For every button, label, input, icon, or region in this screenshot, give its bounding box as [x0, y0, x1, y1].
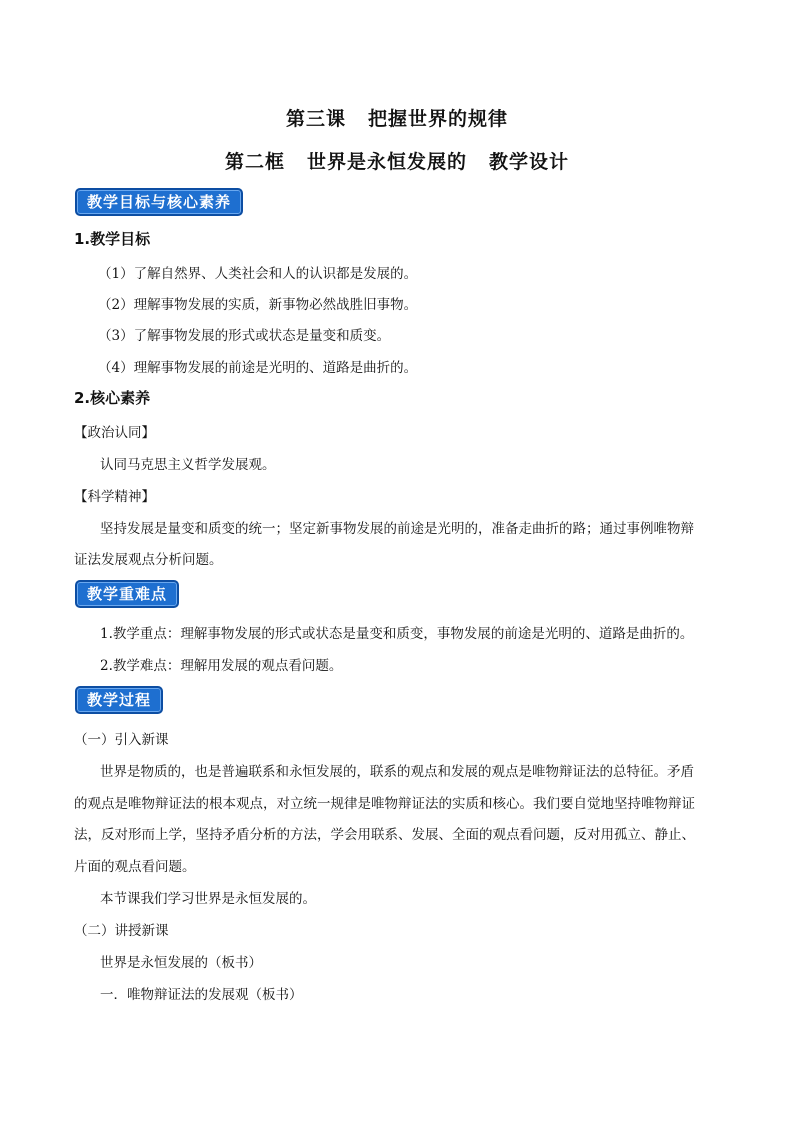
lesson-number: 第三课	[285, 108, 346, 130]
difficult-point: 2.教学难点：理解用发展的观点看问题。	[100, 658, 343, 674]
heading-core-literacy: 2.核心素养	[74, 389, 151, 407]
intro-paragraph-line-1: 世界是物质的，也是普遍联系和永恒发展的，联系的观点和发展的观点是唯物辩证法的总特征。矛盾	[100, 764, 694, 780]
part-new-lesson: （二）讲授新课	[74, 923, 169, 939]
banner-goals: 教学目标与核心素养	[75, 188, 243, 216]
banner-process: 教学过程	[75, 686, 163, 714]
goal-item-2: （2）理解事物发展的实质，新事物必然战胜旧事物。	[98, 297, 418, 313]
intro-paragraph-line-4: 片面的观点看问题。	[74, 859, 196, 875]
frame-name: 世界是永恒发展的	[306, 151, 467, 173]
science-text-line-2: 证法发展观点分析问题。	[74, 552, 223, 568]
science-text-line-1: 坚持发展是量变和质变的统一；坚定新事物发展的前途是光明的，准备走曲折的路；通过事例唯物辩	[100, 521, 694, 537]
doc-type: 教学设计	[489, 151, 570, 173]
board-note-1: 世界是永恒发展的（板书）	[100, 955, 262, 971]
sub-heading-science: 【科学精神】	[74, 489, 155, 505]
goal-item-4: （4）理解事物发展的前途是光明的、道路是曲折的。	[98, 360, 418, 376]
heading-teaching-goals: 1.教学目标	[74, 230, 151, 248]
key-point: 1.教学重点：理解事物发展的形式或状态是量变和质变，事物发展的前途是光明的、道路是曲折的。	[100, 626, 694, 642]
board-note-2: 一．唯物辩证法的发展观（板书）	[100, 987, 303, 1003]
lesson-name: 把握世界的规律	[368, 108, 509, 130]
political-text: 认同马克思主义哲学发展观。	[100, 457, 276, 473]
sub-heading-political: 【政治认同】	[74, 425, 155, 441]
part-intro: （一）引入新课	[74, 732, 169, 748]
intro-paragraph-line-3: 法，反对形而上学，坚持矛盾分析的方法，学会用联系、发展、全面的观点看问题，反对用孤立、静止、	[74, 827, 695, 843]
intro-paragraph-line-2: 的观点是唯物辩证法的根本观点，对立统一规律是唯物辩证法的实质和核心。我们要自觉地坚持唯物辩证	[74, 796, 695, 812]
intro-paragraph-2: 本节课我们学习世界是永恒发展的。	[100, 891, 316, 907]
goal-item-1: （1）了解自然界、人类社会和人的认识都是发展的。	[98, 266, 418, 282]
lesson-title	[0, 104, 794, 131]
goal-item-3: （3）了解事物发展的形式或状态是量变和质变。	[98, 328, 391, 344]
banner-key-points: 教学重难点	[75, 580, 179, 608]
section-title	[0, 147, 794, 174]
frame-number: 第二框	[224, 151, 285, 173]
